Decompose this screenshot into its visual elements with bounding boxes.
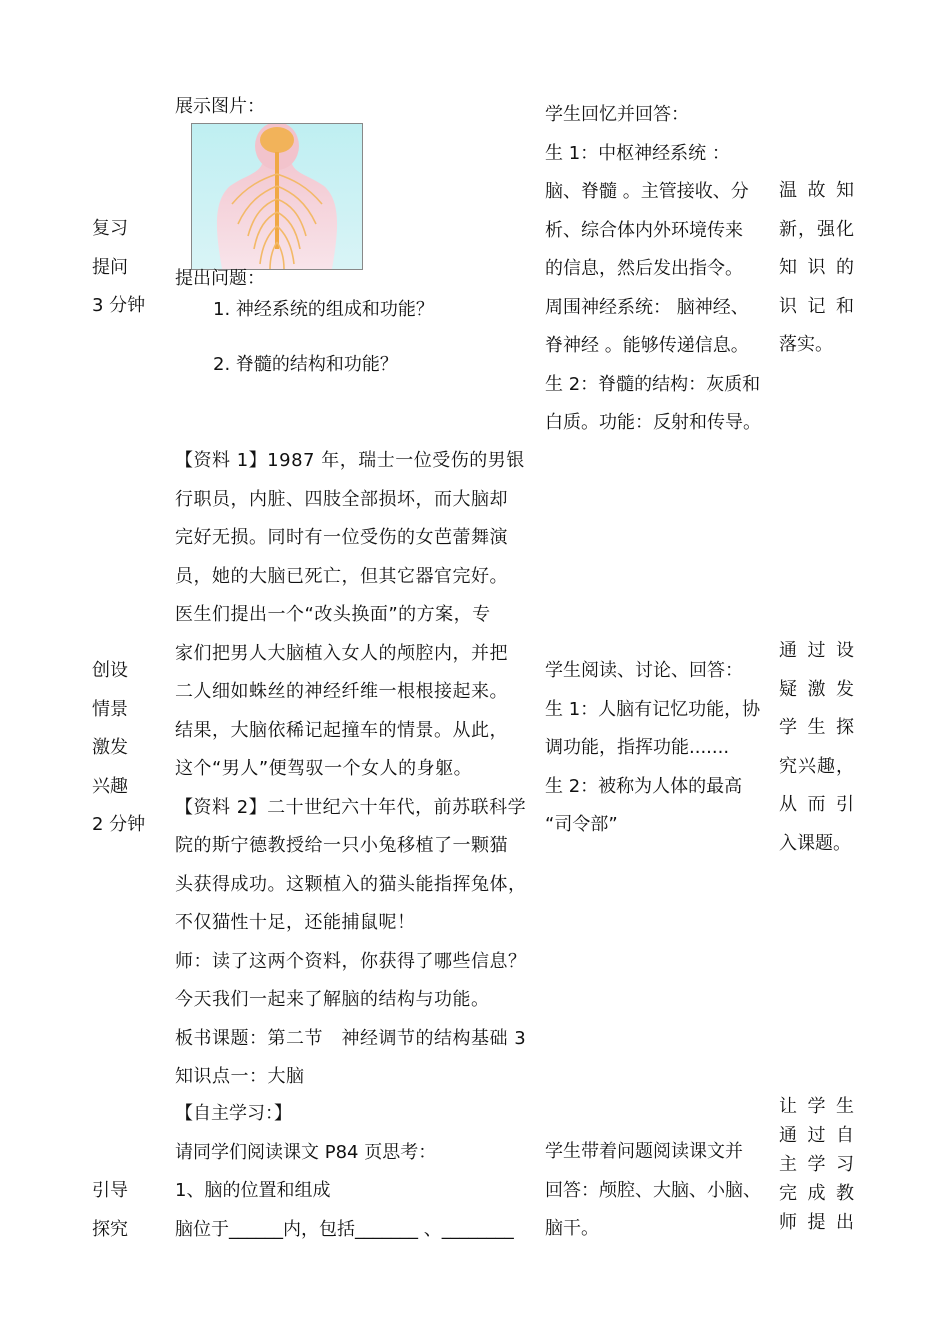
purpose-line: 主学习 (779, 1154, 854, 1175)
content-line: 1、脑的位置和组成 (175, 1180, 331, 1201)
material-line: 员，她的大脑已死亡，但其它器官完好。 (175, 565, 508, 587)
material-line: 知识点一：大脑 (175, 1066, 305, 1087)
scenario-stage (92, 652, 162, 845)
answer-line: 生 1：中枢神经系统 ： (545, 142, 730, 164)
purpose-line: 师提出 (779, 1212, 854, 1233)
scenario-purpose (779, 632, 854, 863)
content-line: 脑位于______内，包括_______ 、________ (175, 1218, 514, 1240)
purpose-line: 知识的 (779, 257, 854, 278)
answer-line: 脊神经 。能够传递信息。 (545, 335, 749, 356)
answer-line: 学生阅读、讨论、回答： (545, 660, 743, 681)
purpose-line: 新，强化 (779, 218, 854, 240)
review-purpose (779, 172, 854, 365)
inquiry-student-answer (545, 1133, 767, 1249)
purpose-line: 通过设 (779, 640, 854, 661)
purpose-line: 识记和 (779, 295, 854, 317)
purpose-line: 通过自 (779, 1125, 854, 1146)
purpose-line: 温故知 (779, 180, 854, 201)
purpose-line: 落实。 (779, 334, 833, 355)
material-line: 院的斯宁德教授给一只小兔移植了一颗猫 (175, 835, 508, 856)
scenario-student-answer (545, 652, 767, 845)
material-line: 不仅猫性十足，还能捕鼠呢！ (175, 912, 416, 933)
material-line: 板书课题：第二节 神经调节的结构基础 3 (175, 1027, 527, 1049)
answer-line: 学生回忆并回答： (545, 104, 689, 125)
scenario-material (175, 442, 535, 1097)
purpose-line: 从而引 (779, 794, 854, 815)
material-line: 家们把男人大脑植入女人的颅腔内，并把 (175, 642, 508, 664)
answer-line: 周围神经系统： 脑神经、 (545, 296, 749, 318)
material-line: 完好无损。同时有一位受伤的女芭蕾舞演 (175, 527, 508, 548)
stage-line: 2 分钟 (92, 814, 146, 835)
stage-line: 创设 (92, 660, 128, 681)
material-line: 二人细如蛛丝的神经纤维一根根接起来。 (175, 681, 508, 702)
show-picture-label: 展示图片： (175, 96, 265, 117)
material-line: 【资料 2】二十世纪六十年代，前苏联科学 (175, 796, 527, 818)
material-line: 今天我们一起来了解脑的结构与功能。 (175, 989, 490, 1010)
answer-line: 脑、脊髓 。主管接收、分 (545, 181, 749, 202)
answer-line: 调功能，指挥功能....... (545, 737, 730, 758)
stage-line: 激发 (92, 737, 128, 758)
question-1: 1. 神经系统的组成和功能？ (213, 299, 434, 320)
review-stage (92, 210, 162, 326)
answer-line: 脑干。 (545, 1218, 599, 1239)
nervous-system-figure (191, 123, 363, 270)
answer-line: 析、综合体内外环境传来 (545, 219, 743, 241)
inquiry-purpose (779, 1092, 854, 1237)
content-line: 【自主学习：】 (175, 1103, 292, 1124)
stage-line: 情景 (92, 698, 128, 720)
content-line: 请同学们阅读课文 P84 页思考： (175, 1141, 437, 1163)
review-student-answer (545, 96, 767, 443)
purpose-line: 让学生 (779, 1096, 854, 1117)
stage-line: 提问 (92, 256, 128, 278)
inquiry-content (175, 1095, 535, 1249)
answer-line: 生 2：脊髓的结构：灰质和 (545, 373, 761, 395)
answer-line: 学生带着问题阅读课文并 (545, 1141, 743, 1162)
material-line: 行职员，内脏、四肢全部损坏，而大脑却 (175, 488, 508, 510)
answer-line: 白质。功能：反射和传导。 (545, 412, 761, 433)
material-line: 头获得成功。这颗植入的猫头能指挥兔体， (175, 873, 527, 895)
answer-line: 生 1：人脑有记忆功能，协 (545, 698, 761, 720)
material-line: 结果，大脑依稀记起撞车的情景。从此， (175, 719, 508, 741)
answer-line: “司令部” (545, 814, 618, 835)
material-line: 医生们提出一个“改头换面”的方案，专 (175, 604, 491, 625)
answer-line: 生 2：被称为人体的最高 (545, 775, 743, 797)
nervous-system-illustration (192, 124, 362, 269)
purpose-line: 学生探 (779, 717, 854, 738)
material-line: 【资料 1】1987 年，瑞士一位受伤的男银 (175, 450, 525, 471)
purpose-line: 究兴趣， (779, 755, 854, 777)
material-line: 师：读了这两个资料，你获得了哪些信息？ (175, 950, 527, 972)
stage-line: 引导 (92, 1180, 128, 1201)
purpose-line: 疑激发 (779, 678, 854, 700)
inquiry-stage (92, 1172, 162, 1249)
stage-line: 3 分钟 (92, 295, 146, 316)
purpose-line: 完成教 (779, 1183, 854, 1204)
question-2: 2. 脊髓的结构和功能？ (213, 354, 398, 375)
stage-line: 兴趣 (92, 775, 128, 797)
answer-line: 的信息，然后发出指令。 (545, 258, 743, 279)
material-line: 这个“男人”便驾驭一个女人的身躯。 (175, 758, 473, 779)
answer-line: 回答：颅腔、大脑、小脑、 (545, 1179, 761, 1201)
purpose-line: 入课题。 (779, 832, 851, 854)
stage-line: 复习 (92, 218, 128, 239)
stage-line: 探究 (92, 1218, 128, 1240)
question-label: 提出问题： (175, 268, 265, 289)
